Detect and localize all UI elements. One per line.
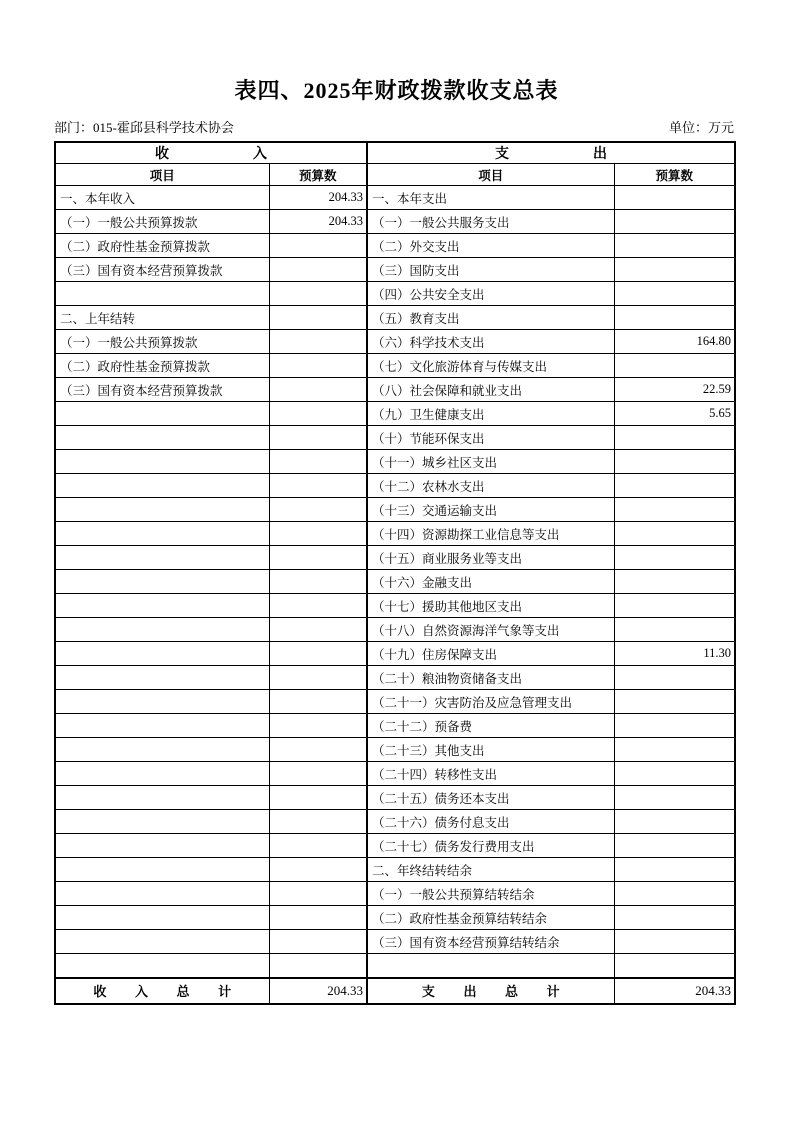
- table-row: [55, 570, 735, 594]
- revenue-item-cell: [55, 594, 269, 618]
- expenditure-item-cell: （一）一般公共预算结转结余: [367, 882, 614, 906]
- revenue-budget-cell: [269, 834, 367, 858]
- table-row: [55, 858, 735, 882]
- expenditure-item-cell: 一、本年支出: [367, 186, 614, 210]
- revenue-budget-cell: [269, 234, 367, 258]
- revenue-item-cell: [55, 282, 269, 306]
- expenditure-budget-cell: [614, 666, 735, 690]
- table-row: [55, 666, 735, 690]
- revenue-item-cell: [55, 522, 269, 546]
- expenditure-budget-cell: [614, 882, 735, 906]
- expenditure-item-cell: （十七）援助其他地区支出: [367, 594, 614, 618]
- expenditure-item-cell: （十五）商业服务业等支出: [367, 546, 614, 570]
- expenditure-item-cell: （八）社会保障和就业支出: [367, 378, 614, 402]
- expenditure-budget-cell: 22.59: [614, 378, 735, 402]
- expenditure-budget-cell: [614, 522, 735, 546]
- table-row: [55, 522, 735, 546]
- revenue-budget-cell: [269, 714, 367, 738]
- revenue-budget-cell: [269, 762, 367, 786]
- revenue-total-label: 收入总计: [55, 978, 269, 1004]
- revenue-item-cell: [55, 738, 269, 762]
- table-row: [55, 690, 735, 714]
- revenue-budget-cell: 204.33: [269, 210, 367, 234]
- expenditure-budget-cell: [614, 450, 735, 474]
- expenditure-budget-cell: [614, 810, 735, 834]
- revenue-item-cell: [55, 810, 269, 834]
- unit-label: 单位：万元: [668, 120, 734, 135]
- revenue-item-cell: [55, 834, 269, 858]
- revenue-item-cell: [55, 618, 269, 642]
- expenditure-budget-cell: [614, 690, 735, 714]
- expenditure-budget-cell: 5.65: [614, 402, 735, 426]
- revenue-budget-cell: [269, 810, 367, 834]
- revenue-budget-cell: [269, 402, 367, 426]
- revenue-budget-cell: [269, 330, 367, 354]
- expenditure-item-cell: （四）公共安全支出: [367, 282, 614, 306]
- revenue-item-cell: [55, 450, 269, 474]
- expenditure-budget-cell: [614, 738, 735, 762]
- expenditure-budget-cell: [614, 474, 735, 498]
- table-row: [55, 906, 735, 930]
- expenditure-budget-cell: [614, 354, 735, 378]
- expenditure-item-cell: 二、年终结转结余: [367, 858, 614, 882]
- revenue-item-cell: [55, 858, 269, 882]
- expenditure-budget-cell: [614, 546, 735, 570]
- expenditure-budget-cell: [614, 426, 735, 450]
- revenue-item-cell: [55, 546, 269, 570]
- expenditure-item-cell: [367, 954, 614, 978]
- revenue-budget-cell: [269, 786, 367, 810]
- table-row: [55, 378, 735, 402]
- expenditure-budget-cell: [614, 906, 735, 930]
- revenue-budget-cell: [269, 546, 367, 570]
- expenditure-item-cell: （十）节能环保支出: [367, 426, 614, 450]
- revenue-item-cell: [55, 930, 269, 954]
- expenditure-item-cell: （二十六）债务付息支出: [367, 810, 614, 834]
- expenditure-budget-cell: [614, 210, 735, 234]
- revenue-budget-cell: [269, 642, 367, 666]
- revenue-budget-cell: [269, 426, 367, 450]
- table-row: [55, 762, 735, 786]
- revenue-group-header: 收入: [55, 142, 367, 164]
- expenditure-total-label: 支出总计: [367, 978, 614, 1004]
- expenditure-budget-cell: [614, 282, 735, 306]
- revenue-budget-header: 预算数: [269, 164, 367, 186]
- expenditure-item-cell: （五）教育支出: [367, 306, 614, 330]
- revenue-item-cell: [55, 906, 269, 930]
- expenditure-budget-cell: [614, 234, 735, 258]
- revenue-item-cell: （二）政府性基金预算拨款: [55, 354, 269, 378]
- revenue-item-cell: （三）国有资本经营预算拨款: [55, 378, 269, 402]
- table-row: [55, 882, 735, 906]
- expenditure-budget-cell: [614, 858, 735, 882]
- revenue-budget-cell: [269, 882, 367, 906]
- expenditure-budget-cell: 11.30: [614, 642, 735, 666]
- expenditure-budget-cell: [614, 498, 735, 522]
- table-row: [55, 186, 735, 210]
- revenue-budget-cell: [269, 258, 367, 282]
- revenue-total-value: 204.33: [269, 978, 367, 1004]
- expenditure-budget-cell: [614, 258, 735, 282]
- expenditure-item-cell: （二十三）其他支出: [367, 738, 614, 762]
- table-row: [55, 282, 735, 306]
- revenue-item-cell: [55, 498, 269, 522]
- revenue-item-cell: 一、本年收入: [55, 186, 269, 210]
- expenditure-item-cell: （二十五）债务还本支出: [367, 786, 614, 810]
- page-title: 表四、2025年财政拨款收支总表: [234, 78, 559, 103]
- table-footer: [55, 978, 735, 1004]
- table-row: [55, 810, 735, 834]
- revenue-budget-cell: [269, 690, 367, 714]
- table-row: [55, 546, 735, 570]
- expenditure-total-value: 204.33: [614, 978, 735, 1004]
- revenue-item-cell: （一）一般公共预算拨款: [55, 330, 269, 354]
- revenue-item-cell: [55, 882, 269, 906]
- expenditure-budget-cell: [614, 186, 735, 210]
- table-row: [55, 330, 735, 354]
- expenditure-item-cell: （六）科学技术支出: [367, 330, 614, 354]
- revenue-budget-cell: [269, 906, 367, 930]
- expenditure-item-cell: （十八）自然资源海洋气象等支出: [367, 618, 614, 642]
- column-header-row: [55, 164, 735, 186]
- revenue-budget-cell: [269, 498, 367, 522]
- department-label: 部门：015-霍邱县科学技术协会: [54, 120, 234, 135]
- revenue-item-cell: （一）一般公共预算拨款: [55, 210, 269, 234]
- table-row: [55, 834, 735, 858]
- group-header-row: [55, 142, 735, 164]
- expenditure-budget-cell: [614, 762, 735, 786]
- expenditure-budget-cell: [614, 954, 735, 978]
- revenue-item-cell: [55, 954, 269, 978]
- expenditure-item-header: 项目: [367, 164, 614, 186]
- table-row: [55, 450, 735, 474]
- revenue-budget-cell: [269, 570, 367, 594]
- revenue-budget-cell: [269, 378, 367, 402]
- table-row: [55, 258, 735, 282]
- revenue-item-cell: [55, 474, 269, 498]
- table-header: [55, 142, 735, 186]
- revenue-item-cell: （二）政府性基金预算拨款: [55, 234, 269, 258]
- table-row: [55, 426, 735, 450]
- table-row: [55, 306, 735, 330]
- revenue-item-cell: [55, 402, 269, 426]
- revenue-budget-cell: [269, 282, 367, 306]
- revenue-budget-cell: [269, 474, 367, 498]
- revenue-item-cell: （三）国有资本经营预算拨款: [55, 258, 269, 282]
- total-row: [55, 978, 735, 1004]
- table-row: [55, 594, 735, 618]
- expenditure-item-cell: （十二）农林水支出: [367, 474, 614, 498]
- table-row: [55, 498, 735, 522]
- expenditure-budget-cell: [614, 306, 735, 330]
- revenue-budget-cell: [269, 306, 367, 330]
- revenue-budget-cell: 204.33: [269, 186, 367, 210]
- expenditure-budget-cell: [614, 714, 735, 738]
- table-row: [55, 714, 735, 738]
- table-row: [55, 234, 735, 258]
- table-row: [55, 402, 735, 426]
- expenditure-item-cell: （十三）交通运输支出: [367, 498, 614, 522]
- table-row: [55, 930, 735, 954]
- expenditure-item-cell: （三）国防支出: [367, 258, 614, 282]
- revenue-budget-cell: [269, 594, 367, 618]
- revenue-budget-cell: [269, 858, 367, 882]
- expenditure-item-cell: （二十四）转移性支出: [367, 762, 614, 786]
- expenditure-item-cell: （二）外交支出: [367, 234, 614, 258]
- revenue-budget-cell: [269, 738, 367, 762]
- expenditure-budget-cell: [614, 930, 735, 954]
- expenditure-budget-cell: [614, 834, 735, 858]
- revenue-item-cell: [55, 690, 269, 714]
- expenditure-item-cell: （七）文化旅游体育与传媒支出: [367, 354, 614, 378]
- expenditure-item-cell: （二十）粮油物资储备支出: [367, 666, 614, 690]
- expenditure-item-cell: （十六）金融支出: [367, 570, 614, 594]
- expenditure-budget-cell: [614, 570, 735, 594]
- expenditure-item-cell: （二十一）灾害防治及应急管理支出: [367, 690, 614, 714]
- expenditure-item-cell: （一）一般公共服务支出: [367, 210, 614, 234]
- expenditure-budget-cell: [614, 786, 735, 810]
- budget-table: [54, 141, 736, 1005]
- table-body: [55, 186, 735, 978]
- revenue-budget-cell: [269, 954, 367, 978]
- expenditure-budget-cell: [614, 594, 735, 618]
- table-row: [55, 738, 735, 762]
- revenue-item-cell: [55, 570, 269, 594]
- expenditure-item-cell: （十一）城乡社区支出: [367, 450, 614, 474]
- table-row: [55, 954, 735, 978]
- revenue-item-cell: [55, 666, 269, 690]
- revenue-budget-cell: [269, 618, 367, 642]
- expenditure-budget-cell: 164.80: [614, 330, 735, 354]
- revenue-budget-cell: [269, 522, 367, 546]
- revenue-item-cell: [55, 714, 269, 738]
- revenue-item-cell: [55, 762, 269, 786]
- expenditure-group-header: 支出: [367, 142, 735, 164]
- table-row: [55, 354, 735, 378]
- revenue-budget-cell: [269, 930, 367, 954]
- revenue-budget-cell: [269, 450, 367, 474]
- expenditure-item-cell: （三）国有资本经营预算结转结余: [367, 930, 614, 954]
- revenue-budget-cell: [269, 354, 367, 378]
- revenue-item-cell: [55, 426, 269, 450]
- meta-row: [54, 120, 734, 136]
- revenue-item-cell: [55, 786, 269, 810]
- revenue-item-cell: 二、上年结转: [55, 306, 269, 330]
- table-row: [55, 786, 735, 810]
- expenditure-item-cell: （十四）资源勘探工业信息等支出: [367, 522, 614, 546]
- revenue-budget-cell: [269, 666, 367, 690]
- expenditure-budget-header: 预算数: [614, 164, 735, 186]
- expenditure-budget-cell: [614, 618, 735, 642]
- expenditure-item-cell: （二十二）预备费: [367, 714, 614, 738]
- revenue-item-cell: [55, 642, 269, 666]
- table-row: [55, 210, 735, 234]
- expenditure-item-cell: （九）卫生健康支出: [367, 402, 614, 426]
- expenditure-item-cell: （十九）住房保障支出: [367, 642, 614, 666]
- expenditure-item-cell: （二十七）债务发行费用支出: [367, 834, 614, 858]
- table-row: [55, 474, 735, 498]
- expenditure-item-cell: （二）政府性基金预算结转结余: [367, 906, 614, 930]
- table-row: [55, 618, 735, 642]
- table-row: [55, 642, 735, 666]
- revenue-item-header: 项目: [55, 164, 269, 186]
